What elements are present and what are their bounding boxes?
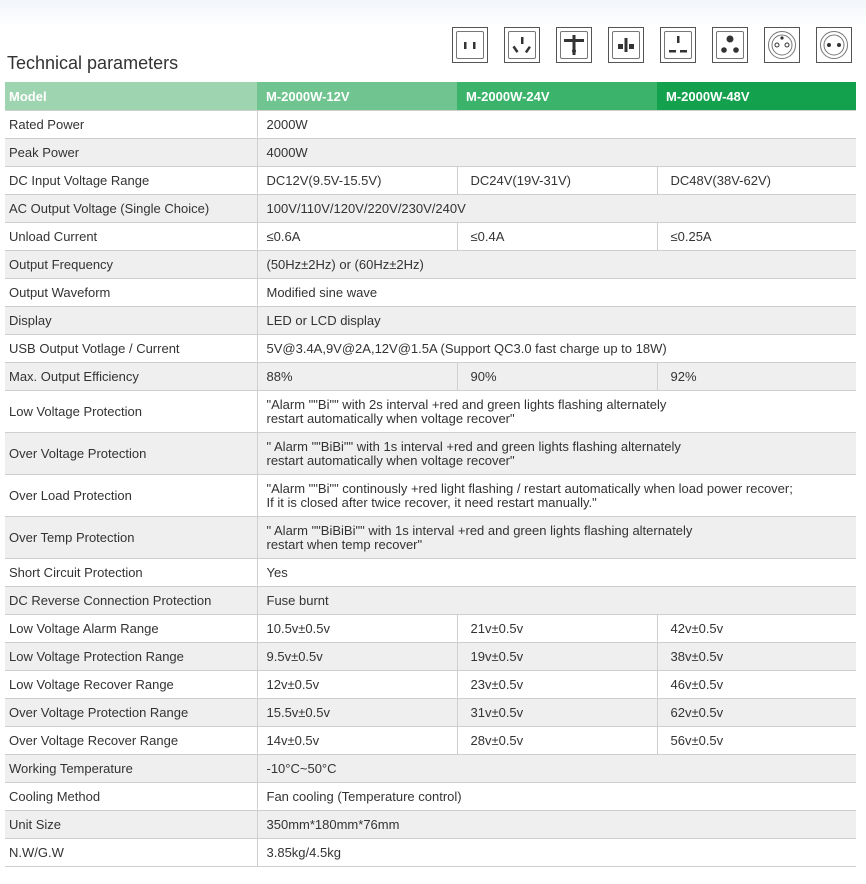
table-row [5, 783, 856, 811]
row-value: 56v±0.5v [657, 727, 856, 755]
row-value: 350mm*180mm*76mm [257, 811, 856, 839]
table-row [5, 195, 856, 223]
row-label: USB Output Votlage / Current [5, 335, 257, 363]
row-label: Over Voltage Protection Range [5, 699, 257, 727]
row-value: Fan cooling (Temperature control) [257, 783, 856, 811]
row-value-line: " Alarm ""BiBi"" with 1s interval +red and green lights flashing alternately [266, 438, 681, 454]
row-value: 19v±0.5v [457, 643, 657, 671]
row-value [257, 391, 856, 433]
row-label: Short Circuit Protection [5, 559, 257, 587]
header-model: Model [5, 82, 257, 111]
row-value: 14v±0.5v [257, 727, 457, 755]
row-value-line: "Alarm ""Bi"" continously +red light flashing / restart automatically when load power recover; [266, 480, 793, 496]
table-row [5, 167, 856, 195]
row-value: Fuse burnt [257, 587, 856, 615]
table-row [5, 475, 856, 517]
row-value: DC12V(9.5V-15.5V) [257, 167, 457, 195]
row-label: Peak Power [5, 139, 257, 167]
row-label: Rated Power [5, 111, 257, 139]
table-header-row [5, 82, 856, 111]
row-label: Over Voltage Recover Range [5, 727, 257, 755]
table-row [5, 587, 856, 615]
table-row [5, 433, 856, 475]
row-label: Max. Output Efficiency [5, 363, 257, 391]
row-value [257, 517, 856, 559]
row-value: Yes [257, 559, 856, 587]
row-value: DC24V(19V-31V) [457, 167, 657, 195]
row-value: 28v±0.5v [457, 727, 657, 755]
row-value: ≤0.4A [457, 223, 657, 251]
page-title: Technical parameters [7, 53, 179, 73]
row-value [257, 475, 856, 517]
table-body [5, 111, 856, 867]
row-label: Display [5, 307, 257, 335]
table-row [5, 727, 856, 755]
uk-plug-icon [660, 27, 696, 63]
row-label: DC Reverse Connection Protection [5, 587, 257, 615]
table-row [5, 671, 856, 699]
table-row [5, 699, 856, 727]
row-label: Output Frequency [5, 251, 257, 279]
table-row [5, 755, 856, 783]
header-24v: M-2000W-24V [457, 82, 657, 111]
row-label: Working Temperature [5, 755, 257, 783]
row-value-line: restart when temp recover" [266, 536, 423, 552]
table-row [5, 223, 856, 251]
table-row [5, 643, 856, 671]
row-value: LED or LCD display [257, 307, 856, 335]
india-plug-icon [712, 27, 748, 63]
row-label: Low Voltage Protection Range [5, 643, 257, 671]
row-label: Over Temp Protection [5, 517, 257, 559]
au-plug-icon [504, 27, 540, 63]
row-label: Unit Size [5, 811, 257, 839]
top-banner-strip [0, 0, 866, 26]
row-value: 21v±0.5v [457, 615, 657, 643]
table-row [5, 615, 856, 643]
row-label: Low Voltage Recover Range [5, 671, 257, 699]
table-row [5, 811, 856, 839]
row-value: 10.5v±0.5v [257, 615, 457, 643]
row-value-line: restart automatically when voltage recover" [266, 452, 515, 468]
table-row [5, 559, 856, 587]
row-value: 42v±0.5v [657, 615, 856, 643]
us-plug-icon [452, 27, 488, 63]
row-value: 88% [257, 363, 457, 391]
row-value: ≤0.6A [257, 223, 457, 251]
row-label: Unload Current [5, 223, 257, 251]
table-row [5, 279, 856, 307]
table-row [5, 111, 856, 139]
table-row [5, 517, 856, 559]
row-value: -10°C~50°C [257, 755, 856, 783]
row-value-line: "Alarm ""Bi"" with 2s interval +red and green lights flashing alternately [266, 396, 667, 412]
row-value-line: " Alarm ""BiBiBi"" with 1s interval +red and green lights flashing alternately [266, 522, 693, 538]
row-label: Over Load Protection [5, 475, 257, 517]
row-value: 5V@3.4A,9V@2A,12V@1.5A (Support QC3.0 fast charge up to 18W) [257, 335, 856, 363]
row-value: 38v±0.5v [657, 643, 856, 671]
row-label: Cooling Method [5, 783, 257, 811]
header-48v: M-2000W-48V [657, 82, 856, 111]
row-value: 90% [457, 363, 657, 391]
schuko-plug-icon [816, 27, 852, 63]
row-label: Output Waveform [5, 279, 257, 307]
row-value: 9.5v±0.5v [257, 643, 457, 671]
table-row [5, 335, 856, 363]
row-value-line: If it is closed after twice recover, it need restart manually." [266, 494, 597, 510]
row-value: 2000W [257, 111, 856, 139]
row-value: 3.85kg/4.5kg [257, 839, 856, 867]
multi-plug-icon [608, 27, 644, 63]
row-value: 62v±0.5v [657, 699, 856, 727]
row-value: ≤0.25A [657, 223, 856, 251]
row-value: 23v±0.5v [457, 671, 657, 699]
header-12v: M-2000W-12V [257, 82, 457, 111]
table-row [5, 251, 856, 279]
row-label: AC Output Voltage (Single Choice) [5, 195, 257, 223]
row-value: 100V/110V/120V/220V/230V/240V [257, 195, 856, 223]
row-value: 15.5v±0.5v [257, 699, 457, 727]
row-value: 4000W [257, 139, 856, 167]
row-label: DC Input Voltage Range [5, 167, 257, 195]
row-value: 31v±0.5v [457, 699, 657, 727]
row-label: N.W/G.W [5, 839, 257, 867]
row-value-line: restart automatically when voltage recover" [266, 410, 515, 426]
row-value: (50Hz±2Hz) or (60Hz±2Hz) [257, 251, 856, 279]
table-row [5, 307, 856, 335]
row-label: Low Voltage Alarm Range [5, 615, 257, 643]
row-value [257, 433, 856, 475]
row-value: 12v±0.5v [257, 671, 457, 699]
row-label: Over Voltage Protection [5, 433, 257, 475]
table-row [5, 363, 856, 391]
row-value: 46v±0.5v [657, 671, 856, 699]
row-value: 92% [657, 363, 856, 391]
technical-parameters-table [5, 82, 856, 867]
row-label: Low Voltage Protection [5, 391, 257, 433]
plug-type-icons [452, 27, 862, 69]
table-row [5, 139, 856, 167]
universal-plug-icon [556, 27, 592, 63]
row-value: DC48V(38V-62V) [657, 167, 856, 195]
table-row [5, 391, 856, 433]
row-value: Modified sine wave [257, 279, 856, 307]
eu-plug-icon [764, 27, 800, 63]
table-row [5, 839, 856, 867]
